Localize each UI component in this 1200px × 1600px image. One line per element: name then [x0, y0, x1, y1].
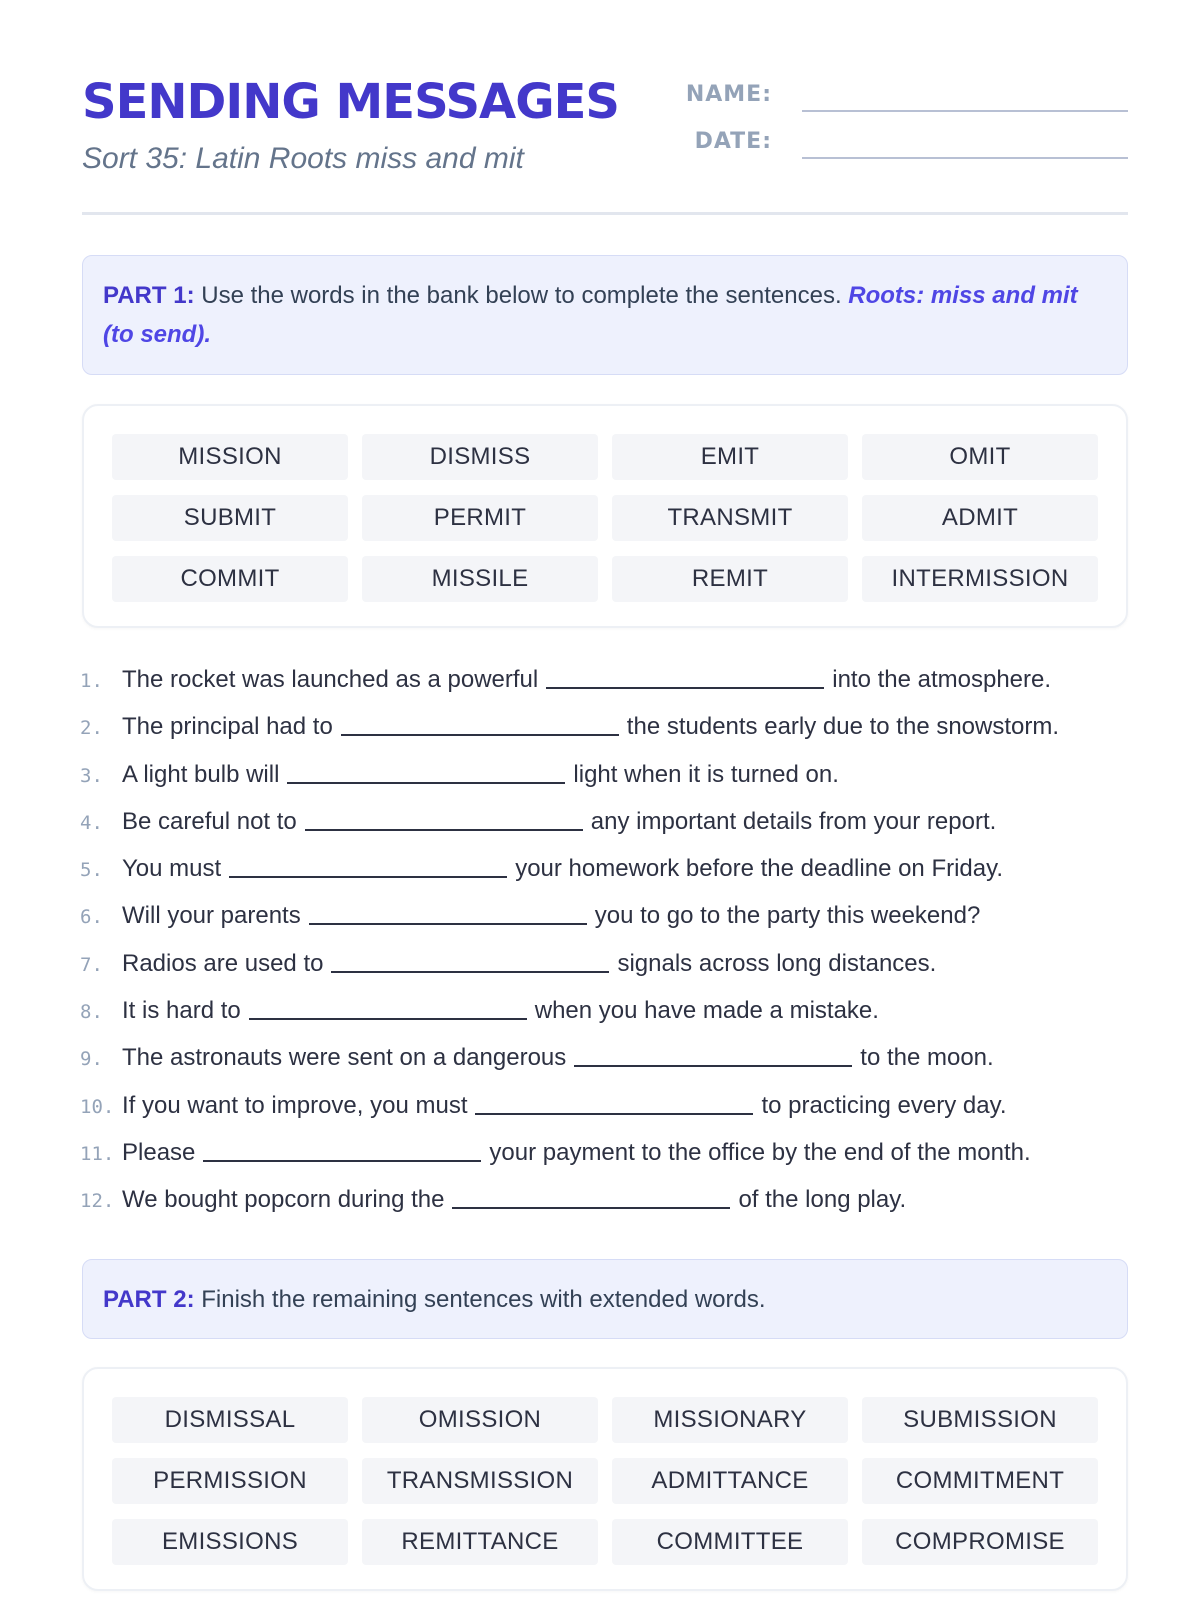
page-subtitle: Sort 35: Latin Roots miss and mit: [82, 142, 524, 175]
part2-word-chip: OMISSION: [362, 1397, 598, 1443]
part2-word-chip: EMISSIONS: [112, 1519, 348, 1565]
sentence-item: [80, 1186, 1140, 1233]
answer-blank[interactable]: [574, 1049, 852, 1067]
name-label: NAME:: [685, 82, 772, 107]
sentence-item: [80, 1044, 1140, 1091]
sentence-text-before: You must: [122, 855, 222, 883]
sentence-text-before: We bought popcorn during the: [122, 1186, 445, 1214]
part1-word-chip: COMMIT: [112, 556, 348, 602]
sentence-text-after: you to go to the party this weekend?: [594, 902, 981, 930]
sentence-text-after: when you have made a mistake.: [534, 997, 879, 1025]
part1-word-chip: DISMISS: [362, 434, 598, 480]
sentence-text-after: signals across long distances.: [617, 949, 937, 977]
part2-label: PART 2:: [103, 1286, 195, 1313]
answer-blank[interactable]: [287, 766, 565, 784]
sentence-text-after: into the atmosphere.: [832, 666, 1052, 693]
part1-word-chip: REMIT: [612, 556, 848, 602]
sentence-item: [80, 808, 1140, 855]
page-title: SENDING MESSAGES: [82, 74, 619, 130]
sentence-text-before: Will your parents: [122, 902, 301, 930]
part1-word-chip: PERMIT: [362, 495, 598, 541]
part1-word-chip: EMIT: [612, 434, 848, 480]
sentence-item: [80, 713, 1140, 760]
sentence-text-after: to the moon.: [860, 1044, 994, 1072]
sentence-item: [80, 902, 1140, 949]
sentence-number: 4.: [80, 811, 103, 834]
sentence-item: [80, 855, 1140, 902]
answer-blank[interactable]: [249, 1002, 527, 1020]
part2-word-chip: DISMISSAL: [112, 1397, 348, 1443]
date-field[interactable]: [802, 157, 1128, 159]
answer-blank[interactable]: [229, 860, 507, 878]
sentence-number: 3.: [80, 764, 103, 787]
part1-label: PART 1:: [103, 282, 195, 309]
part1-word-chip: MISSION: [112, 434, 348, 480]
sentence-number: 7.: [80, 953, 103, 976]
part2-word-chip: TRANSMISSION: [362, 1458, 598, 1504]
part1-word-chip: INTERMISSION: [862, 556, 1098, 602]
sentence-number: 9.: [80, 1048, 103, 1071]
part1-word-chip: TRANSMIT: [612, 495, 848, 541]
part1-word-chip: OMIT: [862, 434, 1098, 480]
answer-blank[interactable]: [331, 955, 609, 973]
sentence-text-before: The astronauts were sent on a dangerous: [122, 1044, 567, 1072]
sentence-list: [80, 666, 1140, 1234]
part2-text: Finish the remaining sentences with extended words.: [201, 1286, 766, 1313]
sentence-text-before: The principal had to: [122, 713, 333, 741]
part2-word-chip: SUBMISSION: [862, 1397, 1098, 1443]
sentence-number: 2.: [80, 717, 103, 740]
sentence-number: 5.: [80, 859, 103, 882]
answer-blank[interactable]: [452, 1191, 730, 1209]
answer-blank[interactable]: [309, 907, 587, 925]
part2-word-chip: COMMITMENT: [862, 1458, 1098, 1504]
sentence-number: 6.: [80, 906, 103, 929]
sentence-item: [80, 997, 1140, 1044]
sentence-text-before: It is hard to: [122, 997, 241, 1025]
answer-blank[interactable]: [341, 718, 619, 736]
date-label: DATE:: [694, 129, 772, 154]
sentence-text-before: Radios are used to: [122, 949, 324, 977]
part1-word-chip: ADMIT: [862, 495, 1098, 541]
part2-word-chip: COMPROMISE: [862, 1519, 1098, 1565]
sentence-text-before: The rocket was launched as a powerful: [122, 666, 539, 693]
sentence-item: [80, 1092, 1140, 1139]
sentence-text-before: Please: [122, 1138, 196, 1166]
sentence-number: 1.: [80, 670, 103, 692]
answer-blank[interactable]: [475, 1097, 753, 1115]
part1-word-chip: SUBMIT: [112, 495, 348, 541]
sentence-text-after: to practicing every day.: [761, 1091, 1007, 1119]
name-field[interactable]: [802, 110, 1128, 112]
sentence-text-before: Be careful not to: [122, 807, 297, 835]
sentence-number: 8.: [80, 1001, 103, 1024]
part2-word-chip: MISSIONARY: [612, 1397, 848, 1443]
sentence-item: [80, 761, 1140, 808]
header-divider: [82, 212, 1128, 215]
sentence-number: 10.: [80, 1095, 115, 1118]
answer-blank[interactable]: [203, 1144, 481, 1162]
sentence-number: 12.: [80, 1190, 115, 1213]
sentence-item: [80, 1139, 1140, 1186]
sentence-text-before: A light bulb will: [122, 760, 280, 788]
sentence-item: [80, 950, 1140, 997]
sentence-item: [80, 666, 1140, 713]
answer-blank[interactable]: [305, 813, 583, 831]
part2-word-chip: PERMISSION: [112, 1458, 348, 1504]
part1-text: Use the words in the bank below to complete the sentences.: [201, 282, 842, 309]
part1-word-chip: MISSILE: [362, 556, 598, 602]
part2-instructions: [82, 1259, 1128, 1339]
sentence-text-after: any important details from your report.: [590, 807, 997, 835]
sentence-text-after: your homework before the deadline on Friday.: [515, 855, 1004, 883]
answer-blank[interactable]: [546, 671, 824, 689]
part2-word-chip: REMITTANCE: [362, 1519, 598, 1565]
sentence-text-after: the students early due to the snowstorm.: [626, 713, 1060, 741]
sentence-text-after: light when it is turned on.: [573, 760, 839, 788]
part2-word-chip: COMMITTEE: [612, 1519, 848, 1565]
sentence-text-after: your payment to the office by the end of the month.: [489, 1138, 1031, 1166]
sentence-text-after: of the long play.: [738, 1186, 907, 1214]
part1-roots: Roots: miss and mit (to send).: [103, 282, 1078, 348]
sentence-number: 11.: [80, 1142, 115, 1165]
sentence-text-before: If you want to improve, you must: [122, 1091, 468, 1119]
part2-word-bank: [82, 1367, 1128, 1591]
part1-instructions: [82, 255, 1128, 375]
part2-word-chip: ADMITTANCE: [612, 1458, 848, 1504]
part1-word-bank: [82, 404, 1128, 628]
